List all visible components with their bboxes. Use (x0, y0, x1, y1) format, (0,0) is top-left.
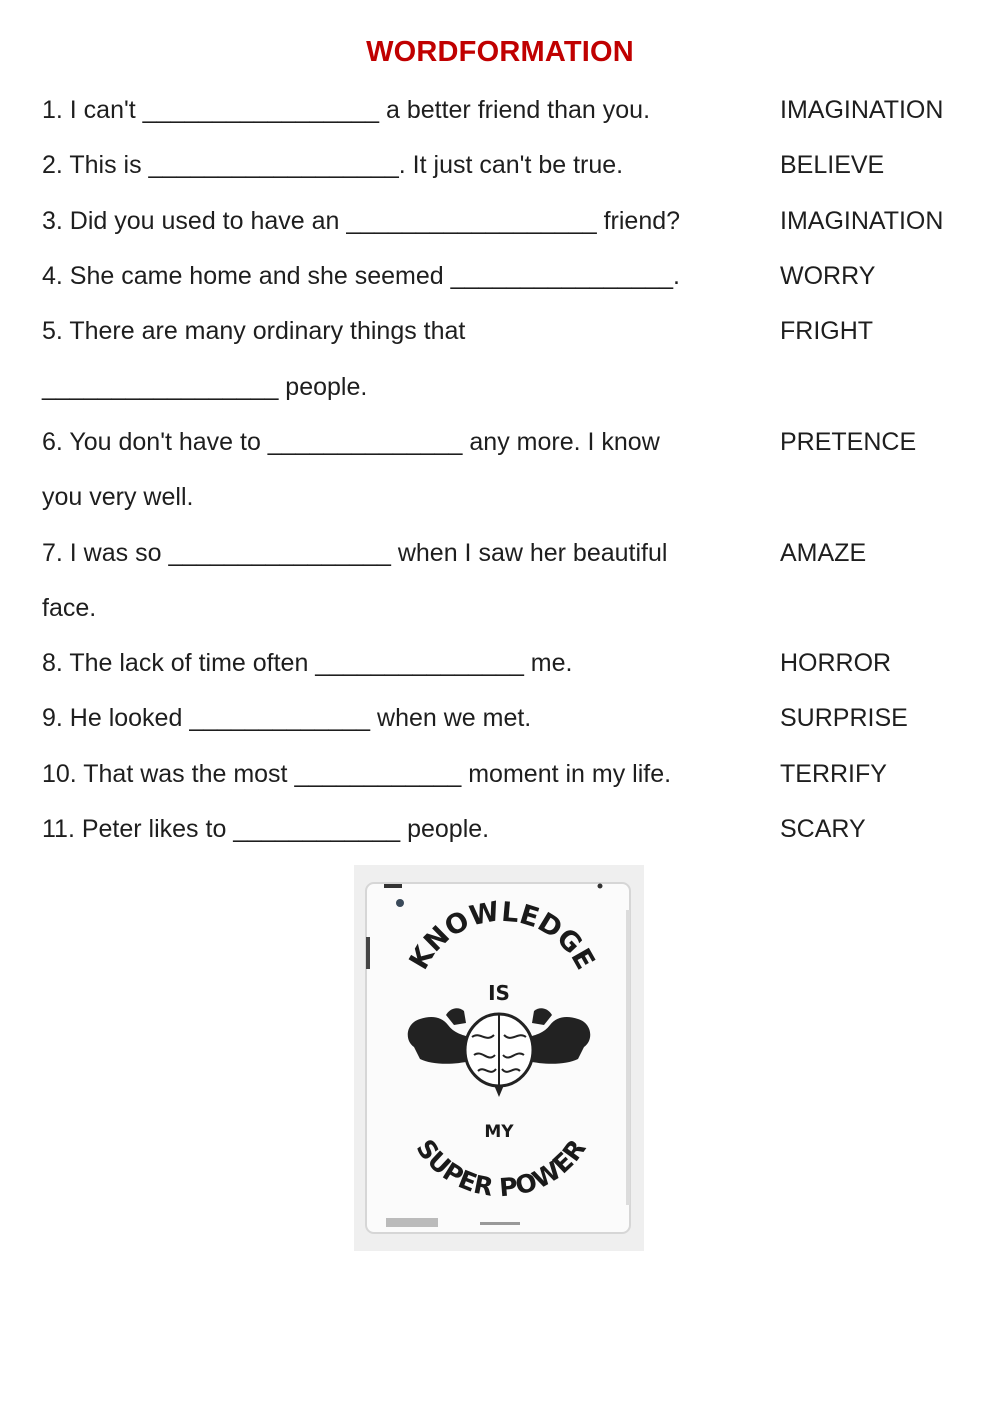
exercise-7-line-2: face. (42, 594, 97, 622)
my-text: MY (484, 1122, 514, 1142)
exercise-10-line-1: 10. That was the most ____________ moment in my life. (42, 760, 672, 788)
is-text: IS (488, 981, 510, 1005)
exercise-11-line-1: 11. Peter likes to ____________ people. (42, 815, 490, 843)
case-side-edge (626, 910, 630, 1205)
exercise-11-word: SCARY (780, 815, 866, 843)
volume-button-cutout (366, 937, 370, 969)
camera-hole-icon (396, 899, 404, 907)
exercise-6-line-2: you very well. (42, 483, 194, 511)
tablet-case-drawing (354, 865, 644, 1251)
exercise-10-word: TERRIFY (780, 760, 887, 788)
exercise-4-word: WORRY (780, 262, 876, 290)
exercise-8-line-1: 8. The lack of time often _______________ me. (42, 649, 573, 677)
exercise-8-word: HORROR (780, 649, 892, 677)
case-top-hole (598, 884, 603, 889)
case-top-notch (384, 884, 402, 888)
worksheet-title: WORDFORMATION (366, 36, 634, 68)
exercise-4-line-1: 4. She came home and she seemed ________________. (42, 262, 680, 290)
tablet-case-image (354, 865, 644, 1251)
exercise-3-line-1: 3. Did you used to have an __________________ friend? (42, 207, 681, 235)
knowledge-arc-text: KNOWLEDGE (403, 896, 601, 975)
exercise-6-line-1: 6. You don't have to ______________ any more. I know (42, 428, 660, 456)
exercise-3-word: IMAGINATION (780, 207, 944, 235)
exercise-5-line-1: 5. There are many ordinary things that (42, 317, 466, 345)
exercise-9-line-1: 9. He looked _____________ when we met. (42, 704, 532, 732)
exercise-7-word: AMAZE (780, 539, 867, 567)
super-power-arc-text: SUPER POWER (410, 1133, 592, 1203)
speaker-grill (386, 1218, 438, 1227)
exercise-5-line-2: _________________ people. (42, 373, 368, 401)
exercise-9-word: SURPRISE (780, 704, 908, 732)
exercise-5-word: FRIGHT (780, 317, 874, 345)
exercise-6-word: PRETENCE (780, 428, 917, 456)
exercise-1-line-1: 1. I can't _________________ a better friend than you. (42, 96, 651, 124)
exercise-1-word: IMAGINATION (780, 96, 944, 124)
exercise-2-word: BELIEVE (780, 151, 885, 179)
exercise-7-line-1: 7. I was so ________________ when I saw her beautiful (42, 539, 668, 567)
dock-connector (480, 1222, 520, 1225)
exercise-2-line-1: 2. This is __________________. It just can't be true. (42, 151, 624, 179)
